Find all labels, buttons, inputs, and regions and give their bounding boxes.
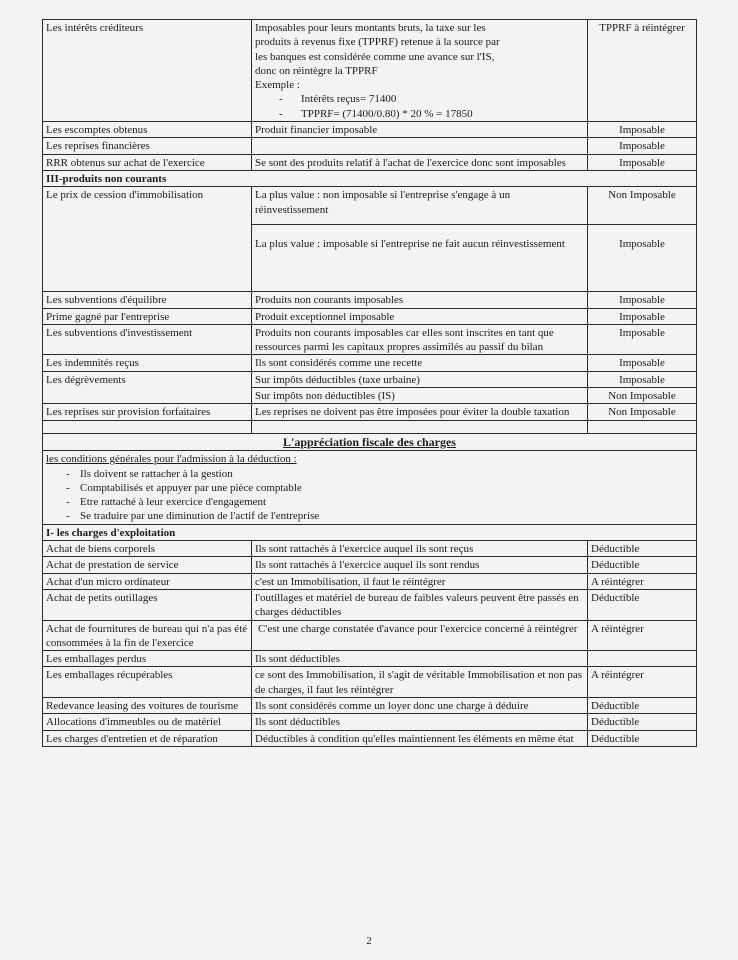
row-status: Imposable — [588, 122, 697, 138]
row-status: Imposable — [588, 355, 697, 371]
list-item: - TPPRF= (71400/0.80) * 20 % = 17850 — [279, 107, 584, 121]
row-description: Produits non courants imposables — [252, 292, 588, 308]
row-label: Les subventions d'équilibre — [43, 292, 252, 308]
list-item: - Intérêts reçus= 71400 — [279, 92, 584, 106]
desc-line: produits à revenus fixe (TPPRF) retenue à la source par — [255, 36, 500, 49]
row-status: Déductible — [588, 697, 697, 713]
row-description: Déductibles à condition qu'elles maintiennent les éléments en même état — [252, 730, 588, 746]
charges-title: L'appréciation fiscale des charges — [43, 433, 697, 451]
row-status: Imposable — [588, 292, 697, 308]
table-row — [43, 187, 697, 225]
table-row — [43, 122, 697, 138]
table-row — [43, 20, 697, 122]
table-row — [43, 371, 697, 387]
desc-line: donc on réintègre la TPPRF — [255, 64, 378, 77]
page-number: 2 — [366, 935, 372, 947]
row-description: Se sont des produits relatif à l'achat de l'exercice donc sont imposables — [252, 154, 588, 170]
list-item: - Ils doivent se rattacher à la gestion — [66, 467, 693, 481]
section-row — [43, 433, 697, 451]
table-row — [43, 573, 697, 589]
row-status: Imposable — [588, 308, 697, 324]
row-status: Déductible — [588, 541, 697, 557]
table-row — [43, 324, 697, 355]
fiscal-table — [42, 19, 697, 747]
row-label: Achat de biens corporels — [43, 541, 252, 557]
conditions-list — [46, 467, 693, 524]
row-label: Les subventions d'investissement — [43, 324, 252, 355]
table-row — [43, 730, 697, 746]
row-status: Déductible — [588, 557, 697, 573]
row-status — [588, 651, 697, 667]
row-status: A réintégrer — [588, 620, 697, 651]
row-description: Ils sont considérés comme un loyer donc une charge à déduire — [252, 697, 588, 713]
row-label: Les intérêts créditeurs — [43, 20, 252, 122]
row-description: La plus value : non imposable si l'entreprise s'engage à un réinvestissement — [252, 187, 588, 225]
table-row — [43, 667, 697, 698]
table-row — [43, 651, 697, 667]
row-description: Ils sont considérés comme une recette — [252, 355, 588, 371]
desc-line: les banques est considérée comme une avance sur l'IS, — [255, 50, 495, 63]
empty-cell — [588, 420, 697, 433]
row-description: Ils sont rattachés à l'exercice auquel ils sont rendus — [252, 557, 588, 573]
row-label: Le prix de cession d'immobilisation — [43, 187, 252, 292]
row-status: Non Imposable — [588, 388, 697, 404]
conditions-heading: les conditions générales pour l'admission à la déduction : — [46, 453, 297, 466]
row-description: ce sont des Immobilisation, il s'agit de véritable Immobilisation et non pas de charges, il faut les réintégrer — [252, 667, 588, 698]
section-row — [43, 170, 697, 186]
row-label: Les reprises financières — [43, 138, 252, 154]
row-label: Les emballages récupérables — [43, 667, 252, 698]
row-label: Achat de prestation de service — [43, 557, 252, 573]
table-row — [43, 404, 697, 420]
row-description: c'est un Immobilisation, il faut le réintégrer — [252, 573, 588, 589]
row-label: RRR obtenus sur achat de l'exercice — [43, 154, 252, 170]
row-label: Les emballages perdus — [43, 651, 252, 667]
empty-row — [43, 420, 697, 433]
empty-cell — [43, 420, 252, 433]
list-item: - Etre rattaché à leur exercice d'engagement — [66, 495, 693, 509]
row-status: TPPRF à réintégrer — [588, 20, 697, 122]
table-row — [43, 138, 697, 154]
row-status: Non Imposable — [588, 187, 697, 225]
row-status: A réintégrer — [588, 667, 697, 698]
row-status: Imposable — [588, 225, 697, 292]
table-row — [43, 308, 697, 324]
table-row — [43, 714, 697, 730]
row-status: Imposable — [588, 371, 697, 387]
table-row — [43, 154, 697, 170]
table-row — [43, 697, 697, 713]
row-status: Imposable — [588, 154, 697, 170]
row-status: Imposable — [588, 324, 697, 355]
row-status: Non Imposable — [588, 404, 697, 420]
row-label: Les charges d'entretien et de réparation — [43, 730, 252, 746]
table-row — [43, 541, 697, 557]
conditions-block — [43, 451, 697, 524]
table-row — [43, 589, 697, 620]
row-label: Achat d'un micro ordinateur — [43, 573, 252, 589]
section-heading: III-produits non courants — [43, 170, 697, 186]
row-label: Prime gagné par l'entreprise — [43, 308, 252, 324]
row-description: C'est une charge constatée d'avance pour l'exercice concerné à réintégrer — [252, 620, 588, 651]
list-item: - Se traduire par une diminution de l'actif de l'entreprise — [66, 509, 693, 523]
section-heading: I- les charges d'exploitation — [43, 524, 697, 540]
table-row — [43, 620, 697, 651]
row-description: Ils sont déductibles — [252, 651, 588, 667]
row-status: Déductible — [588, 714, 697, 730]
example-list — [255, 92, 584, 121]
row-label: Les reprises sur provision forfaitaires — [43, 404, 252, 420]
row-label: Achat de petits outillages — [43, 589, 252, 620]
row-status: Déductible — [588, 730, 697, 746]
row-description: l'outillages et matériel de bureau de faibles valeurs peuvent être passés en charges déductibles — [252, 589, 588, 620]
row-label: Achat de fournitures de bureau qui n'a pas été consommées à la fin de l'exercice — [43, 620, 252, 651]
row-description — [252, 138, 588, 154]
row-label: Allocations d'immeubles ou de matériel — [43, 714, 252, 730]
row-description: Ils sont rattachés à l'exercice auquel ils sont reçus — [252, 541, 588, 557]
row-description: Produit exceptionnel imposable — [252, 308, 588, 324]
desc-line: Imposables pour leurs montants bruts, la taxe sur les — [255, 22, 486, 34]
conditions-row — [43, 451, 697, 524]
row-description: Produits non courants imposables car elles sont inscrites en tant que ressources parmi les capitaux propres assimilés au passif du bilan — [252, 324, 588, 355]
row-status: Imposable — [588, 138, 697, 154]
desc-line: Exemple : — [255, 79, 300, 92]
row-status: Déductible — [588, 589, 697, 620]
row-label: Redevance leasing des voitures de tourisme — [43, 697, 252, 713]
list-item: - Comptabilisés et appuyer par une pièce comptable — [66, 481, 693, 495]
table-row — [43, 355, 697, 371]
table-row — [43, 292, 697, 308]
row-label: Les dégrèvements — [43, 371, 252, 404]
row-label: Les escomptes obtenus — [43, 122, 252, 138]
row-description: Produit financier imposable — [252, 122, 588, 138]
empty-cell — [252, 420, 588, 433]
section-row — [43, 524, 697, 540]
row-description: Ils sont déductibles — [252, 714, 588, 730]
row-label: Les indemnités reçus — [43, 355, 252, 371]
table-row — [43, 557, 697, 573]
row-description: Sur impôts déductibles (taxe urbaine) — [252, 371, 588, 387]
row-description: Les reprises ne doivent pas être imposées pour éviter la double taxation — [252, 404, 588, 420]
row-description: La plus value : imposable si l'entreprise ne fait aucun réinvestissement — [252, 225, 588, 292]
row-description: Sur impôts non déductibles (IS) — [252, 388, 588, 404]
row-description — [252, 20, 588, 122]
row-status: A réintégrer — [588, 573, 697, 589]
